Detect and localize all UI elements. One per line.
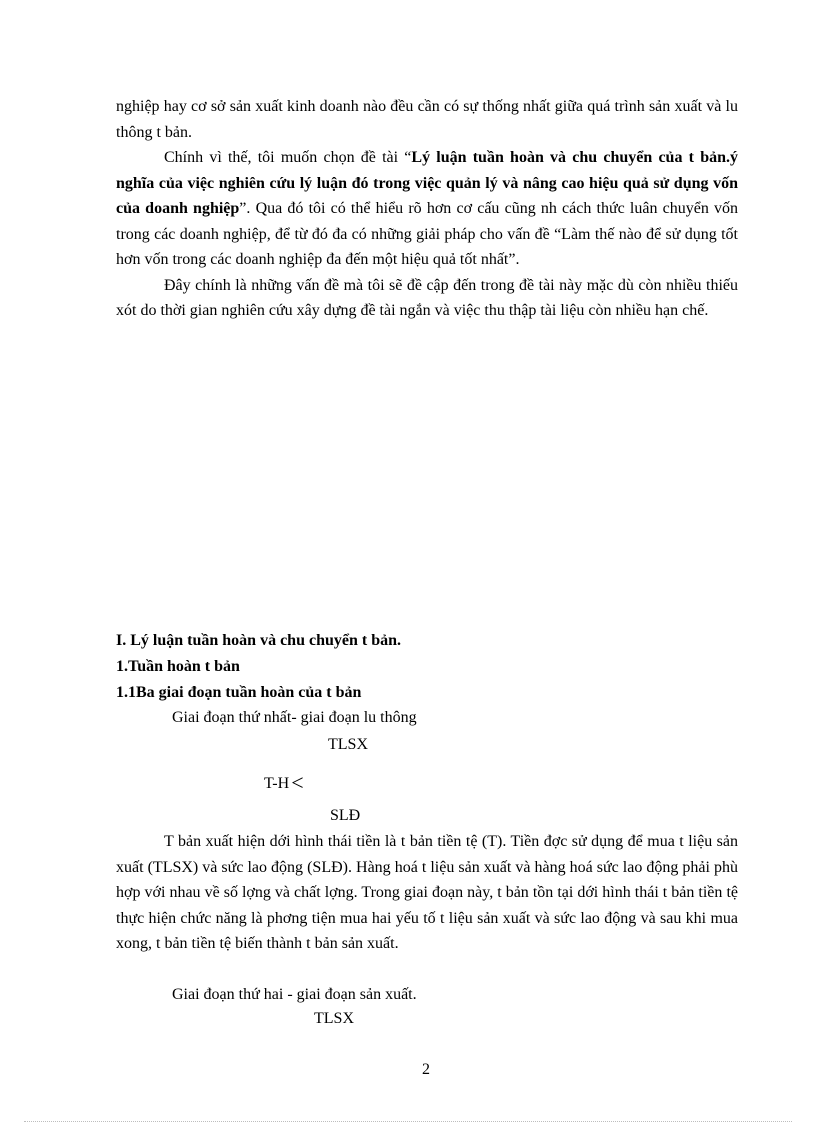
intro-paragraph-2 [116, 145, 738, 273]
intro-paragraph-3: Đây chính là những vấn đề mà tôi sẽ đề cập đến trong đề tài này mặc dù còn nhiều thiếu xót do thời gian nghiên cứu xây dựng đề tài ngắn và việc thu thập tài liệu còn nhiều hạn chế. [116, 276, 738, 319]
section-heading-1: I. Lý luận tuần hoàn và chu chuyển t bản. [116, 632, 401, 649]
diagram-1-left [264, 770, 304, 795]
intro-block [116, 94, 738, 324]
section-heading-3: 1.1Ba giai đoạn tuần hoàn của t bản [116, 684, 362, 701]
section-heading-2: 1.Tuần hoàn t bản [116, 658, 240, 675]
page-number: 2 [422, 1061, 430, 1078]
p2-end: ”. Qua đó tôi có thể hiểu rõ hơn cơ cấu cũng nh cách thức luân chuyển vốn trong các doanh nghiệp, để từ đó đa có những giải pháp cho vấn đề “Làm thế nào để sử dụng tốt hơn vốn trong các doanh nghiệp đa đến một hiệu quả tốt nhất”. [116, 200, 739, 268]
diagram-1-left-label: T-H [264, 775, 290, 792]
body-block [116, 829, 738, 957]
diagram-1-bottom: SLĐ [330, 807, 361, 824]
topic-title: Lý luận tuần hoàn và chu chuyển của t bản.ý nghĩa của việc nghiên cứu lý luận đó trong việc quản lý và nâng cao hiệu quả sử dụng vốn của doanh nghiệp [116, 149, 738, 217]
diagram-1-top: TLSX [328, 736, 368, 753]
bracket-icon: < [291, 770, 304, 795]
stage-2-label: Giai đoạn thứ hai - giai đoạn sản xuất. [172, 986, 417, 1003]
page-bottom-rule [24, 1121, 792, 1122]
intro-paragraph-1: nghiệp hay cơ sở sản xuất kinh doanh nào đều cần có sự thống nhất giữa quá trình sản xuất và lu thông t bản. [116, 98, 738, 141]
stage-1-label: Giai đoạn thứ nhất- giai đoạn lu thông [172, 709, 417, 726]
p2-start: Chính vì thế, tôi muốn chọn đề tài “ [164, 149, 412, 166]
body-paragraph: T bản xuất hiện dới hình thái tiền là t bản tiền tệ (T). Tiền đợc sử dụng để mua t liệu sản xuất (TLSX) và sức lao động (SLĐ). Hàng hoá t liệu sản xuất và hàng hoá sức lao động phải phù hợp với nhau về số lợng và chất lợng. Trong giai đoạn này, t bản tồn tại dới hình thái t bản tiền tệ thực hiện chức năng là phơng tiện mua hai yếu tố t liệu sản xuất và sức lao động và sau khi mua xong, t bản tiền tệ biến thành t bản sản xuất. [116, 833, 738, 952]
diagram-2-top: TLSX [314, 1010, 354, 1027]
